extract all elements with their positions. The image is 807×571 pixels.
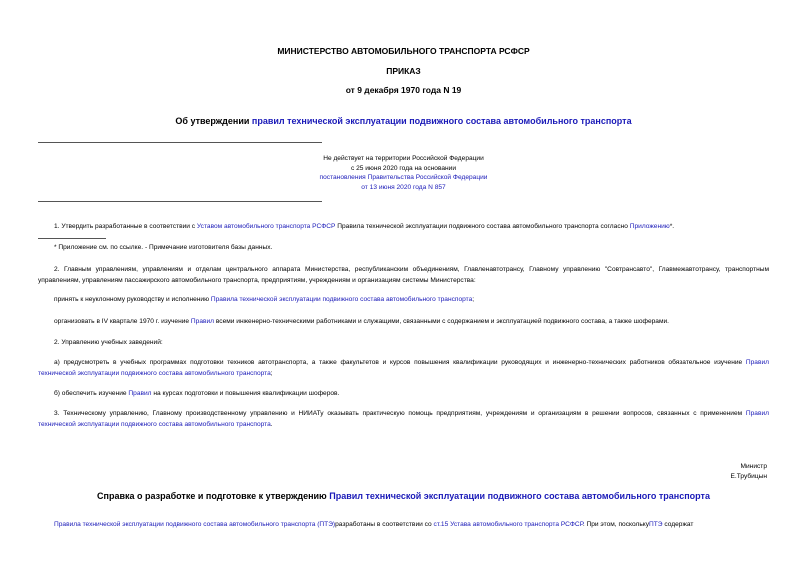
paragraph-6 xyxy=(38,358,769,379)
paragraph-8 xyxy=(38,409,769,430)
paragraph-4 xyxy=(38,317,769,328)
p3-text-a: принять к неуклонному руководству и исполнению xyxy=(54,296,211,303)
rules-link-1[interactable]: Правила технической эксплуатации подвижного состава автомобильного транспорта xyxy=(210,296,473,303)
p8-text-a: 3. Техническому управлению, Главному производственному управлению и НИИАТу оказывать практическую помощь предприятиям, учреждениям и организациям в решении вопросов, связанных с применением xyxy=(54,410,746,417)
charter-link[interactable]: Уставом автомобильного транспорта РСФСР xyxy=(196,223,336,230)
p4-text-b: всеми инженерно-техническими работниками и служащими, связанными с содержанием и эксплуатацией подвижного состава, а также шоферами. xyxy=(214,318,670,325)
reference-heading-prefix: Справка о разработке и подготовке к утверждению xyxy=(97,491,330,501)
doc-type-heading: ПРИКАЗ xyxy=(386,66,421,76)
rules-link-4[interactable]: Правил xyxy=(128,390,152,397)
notice-link-date[interactable]: от 13 июня 2020 года N 857 xyxy=(361,184,446,192)
paragraph-2: 2. Главным управлениям, управлениям и отделам центрального аппарата Министерства, республиканским объединениям, Главленавтотрансу, Главному управлению "Совтрансавто", Главмежавтотрансу, транспортным управлениям, управлениям пассажирского автомобильного транспорта, предприятиям, учреждениям и организациям системы Министерства: xyxy=(38,266,769,284)
signature-role: Министр xyxy=(740,463,767,470)
paragraph-1 xyxy=(38,222,769,233)
reference-heading-link[interactable]: Правил технической эксплуатации подвижного состава автомобильного транспорта xyxy=(329,491,710,501)
signature-block xyxy=(731,462,767,482)
ministry-heading: МИНИСТЕРСТВО АВТОМОБИЛЬНОГО ТРАНСПОРТА РСФСР xyxy=(277,46,530,56)
doc-title-link[interactable]: правил технической эксплуатации подвижного состава автомобильного транспорта xyxy=(251,116,632,126)
ref-text-c: содержат xyxy=(662,521,694,528)
p1-text-c: *. xyxy=(669,223,675,230)
rules-link-3[interactable]: Правил технической эксплуатации подвижного состава автомобильного транспорта xyxy=(38,359,769,377)
notice-line-2: с 25 июня 2020 года на основании xyxy=(350,164,457,172)
p7-text-b: на курсах подготовки и повышения квалификации шоферов. xyxy=(151,390,340,397)
doc-title xyxy=(0,116,807,126)
reference-paragraph xyxy=(38,521,769,528)
charter-article-link[interactable]: ст.15 Устава автомобильного транспорта РСФСР xyxy=(433,521,583,528)
notice-line-1: Не действует на территории Российской Федерации xyxy=(323,155,484,162)
rules-link-5[interactable]: Правил технической эксплуатации подвижного состава автомобильного транспорта xyxy=(38,410,769,428)
p1-text-a: 1. Утвердить разработанные в соответствии с xyxy=(54,223,197,230)
p4-text-a: организовать в IV квартале 1970 г. изучение xyxy=(54,318,191,325)
doc-date: от 9 декабря 1970 года N 19 xyxy=(345,85,462,95)
pte-link[interactable]: Правила технической эксплуатации подвижного состава автомобильного транспорта (ПТЭ) xyxy=(54,521,336,528)
p3-text-b: ; xyxy=(472,296,475,303)
status-notice xyxy=(0,154,807,193)
paragraph-5: 2. Управлению учебных заведений: xyxy=(54,339,163,346)
p8-text-b: . xyxy=(270,420,273,428)
signature-name: Е.Трубицын xyxy=(730,473,767,480)
ref-text-a: разработаны в соответствии со xyxy=(335,521,434,528)
p7-text-a: б) обеспечить изучение xyxy=(54,390,129,397)
p1-text-b: Правила технической эксплуатации подвижного состава автомобильного транспорта согласно xyxy=(335,223,630,230)
paragraph-7 xyxy=(38,389,769,400)
pte-short-link[interactable]: ПТЭ xyxy=(649,521,663,528)
p6-text-b: ; xyxy=(270,369,273,377)
notice-bottom-divider xyxy=(38,201,322,202)
reference-heading xyxy=(0,491,807,501)
ref-text-b: . При этом, поскольку xyxy=(582,521,650,528)
notice-link-decree[interactable]: постановления Правительства Российской Федерации xyxy=(319,174,488,182)
notice-top-divider xyxy=(38,142,322,143)
footnote-divider xyxy=(38,238,106,239)
doc-title-prefix: Об утверждении xyxy=(175,116,252,126)
p6-text-a: а) предусмотреть в учебных программах подготовки техников автотранспорта, а также факультетов и курсов повышения квалификации руководящих и инженерно-технических работников обязательное изучение xyxy=(54,359,746,366)
footnote: * Приложение см. по ссылке. - Примечание изготовителя базы данных. xyxy=(54,244,273,251)
paragraph-3 xyxy=(38,295,769,306)
rules-link-2[interactable]: Правил xyxy=(190,318,215,325)
appendix-link[interactable]: Приложению xyxy=(629,223,670,230)
